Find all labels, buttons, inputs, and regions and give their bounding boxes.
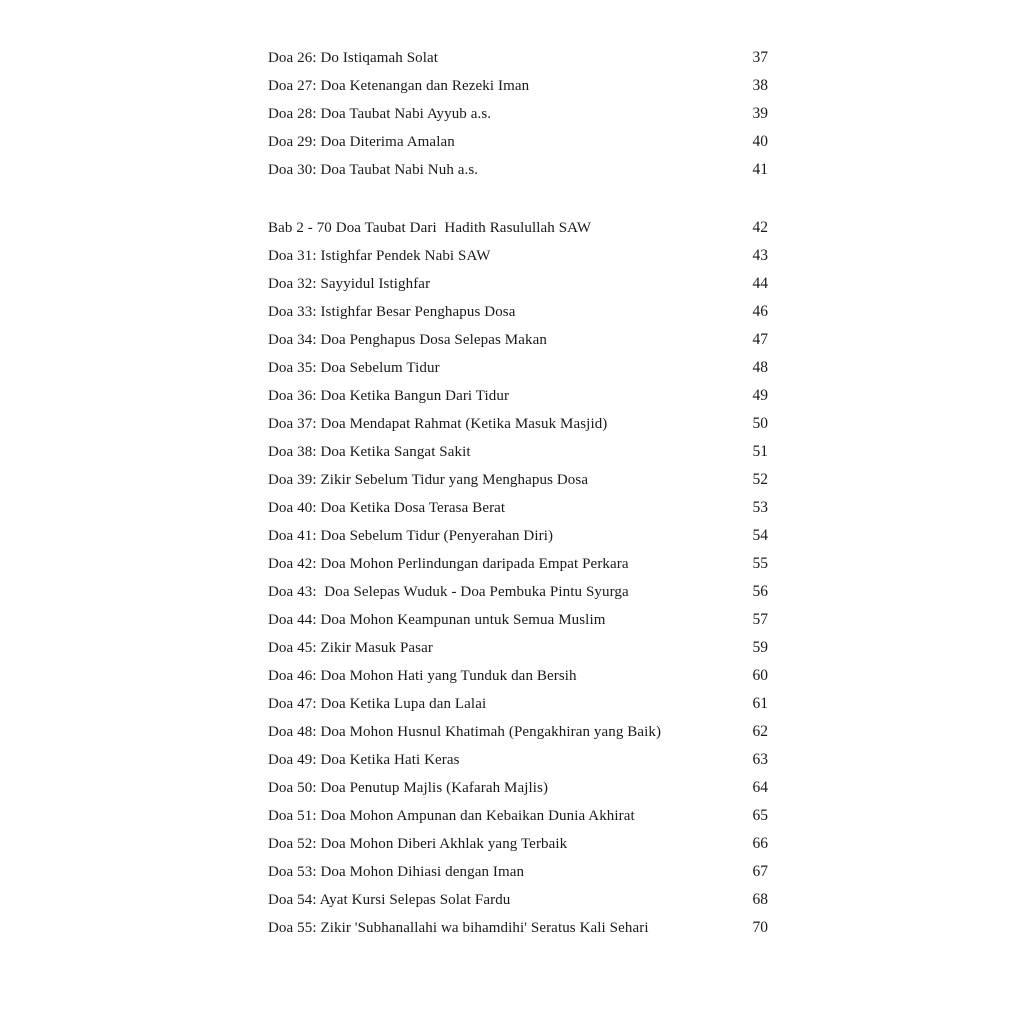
- toc-entry: [268, 522, 768, 550]
- toc-entry-page: 48: [752, 359, 768, 376]
- toc-entry: [268, 44, 768, 72]
- toc-entry-title: Doa 50: Doa Penutup Majlis (Kafarah Majlis): [268, 780, 549, 796]
- toc-entry-page: 62: [752, 723, 768, 740]
- toc-entry-title: Doa 40: Doa Ketika Dosa Terasa Berat: [268, 500, 506, 516]
- toc-entry: [268, 578, 768, 606]
- toc-entry-page: 37: [752, 49, 768, 66]
- toc-entry-title: Doa 34: Doa Penghapus Dosa Selepas Makan: [268, 332, 547, 348]
- toc-entry: [268, 72, 768, 100]
- toc-entry: [268, 662, 768, 690]
- toc-entry-page: 60: [752, 667, 768, 684]
- toc-entry-title: Doa 52: Doa Mohon Diberi Akhlak yang Terbaik: [268, 836, 568, 852]
- toc-entry-page: 38: [752, 77, 768, 94]
- toc-entry: [268, 606, 768, 634]
- toc-entry: [268, 494, 768, 522]
- toc-entry-page: 41: [752, 161, 768, 178]
- toc-entry-title: Doa 32: Sayyidul Istighfar: [268, 276, 431, 292]
- toc-entry-title: Doa 33: Istighfar Besar Penghapus Dosa: [268, 304, 516, 320]
- toc-entry-title: Doa 29: Doa Diterima Amalan: [268, 134, 455, 150]
- toc-entry-title: Doa 55: Zikir 'Subhanallahi wa bihamdihi' Seratus Kali Sehari: [268, 920, 649, 936]
- toc-entry: [268, 128, 768, 156]
- toc-entry-title: Doa 47: Doa Ketika Lupa dan Lalai: [268, 696, 487, 712]
- toc-entry-title: Doa 41: Doa Sebelum Tidur (Penyerahan Diri): [268, 528, 554, 544]
- toc-entry: [268, 410, 768, 438]
- toc-entry-page: 50: [752, 415, 768, 432]
- toc-entry-title: Doa 38: Doa Ketika Sangat Sakit: [268, 444, 471, 460]
- toc-entry: [268, 100, 768, 128]
- toc-entry: [268, 802, 768, 830]
- toc-entry-page: 64: [752, 779, 768, 796]
- toc-entry: [268, 270, 768, 298]
- toc-entry-title: Doa 35: Doa Sebelum Tidur: [268, 360, 440, 376]
- toc-entry: [268, 858, 768, 886]
- toc-entry-page: 51: [752, 443, 768, 460]
- toc-entry-title: Doa 48: Doa Mohon Husnul Khatimah (Pengakhiran yang Baik): [268, 724, 662, 740]
- toc-entry: [268, 886, 768, 914]
- toc-entry-page: 54: [752, 527, 768, 544]
- toc-entry-title: Doa 42: Doa Mohon Perlindungan daripada Empat Perkara: [268, 556, 629, 572]
- toc-entry-page: 66: [752, 835, 768, 852]
- toc-entry-title: Doa 39: Zikir Sebelum Tidur yang Menghapus Dosa: [268, 472, 589, 488]
- toc-entry-title: Doa 36: Doa Ketika Bangun Dari Tidur: [268, 388, 510, 404]
- toc-entry-title: Doa 54: Ayat Kursi Selepas Solat Fardu: [268, 892, 511, 908]
- toc-entry: [268, 242, 768, 270]
- toc-entry-title: Doa 26: Do Istiqamah Solat: [268, 50, 439, 66]
- toc-entry-page: 47: [752, 331, 768, 348]
- toc-entry: [268, 550, 768, 578]
- toc-entry: [268, 914, 768, 942]
- toc-entry-page: 49: [752, 387, 768, 404]
- toc-entry-title: Doa 49: Doa Ketika Hati Keras: [268, 752, 460, 768]
- toc-entry: [268, 382, 768, 410]
- toc-entry-title: Doa 51: Doa Mohon Ampunan dan Kebaikan Dunia Akhirat: [268, 808, 635, 824]
- toc-entry: [268, 438, 768, 466]
- toc-entry-title: Doa 46: Doa Mohon Hati yang Tunduk dan Bersih: [268, 668, 577, 684]
- toc-entry-page: 52: [752, 471, 768, 488]
- toc-entry-title: Doa 37: Doa Mendapat Rahmat (Ketika Masuk Masjid): [268, 416, 608, 432]
- toc-entry-title: Doa 27: Doa Ketenangan dan Rezeki Iman: [268, 78, 530, 94]
- toc-entry-page: 56: [752, 583, 768, 600]
- toc-entry-page: 67: [752, 863, 768, 880]
- toc-entry: [268, 354, 768, 382]
- toc-entry: [268, 326, 768, 354]
- toc-entry-page: 43: [752, 247, 768, 264]
- toc-entry-title: Doa 53: Doa Mohon Dihiasi dengan Iman: [268, 864, 525, 880]
- toc-entry-page: 63: [752, 751, 768, 768]
- table-of-contents: [268, 44, 768, 942]
- toc-entry: [268, 718, 768, 746]
- toc-entry-title: Doa 31: Istighfar Pendek Nabi SAW: [268, 248, 491, 264]
- toc-entry-page: 55: [752, 555, 768, 572]
- toc-entry-page: 39: [752, 105, 768, 122]
- toc-entry-page: 46: [752, 303, 768, 320]
- toc-entry-title: Doa 43: Doa Selepas Wuduk - Doa Pembuka Pintu Syurga: [268, 584, 629, 600]
- toc-entry: [268, 690, 768, 718]
- section-spacer: [268, 184, 768, 214]
- chapter-page: 42: [752, 219, 768, 236]
- toc-entry-page: 53: [752, 499, 768, 516]
- toc-entry: [268, 746, 768, 774]
- toc-entry: [268, 466, 768, 494]
- toc-entry-page: 59: [752, 639, 768, 656]
- toc-entry-title: Doa 28: Doa Taubat Nabi Ayyub a.s.: [268, 106, 492, 122]
- chapter-title: Bab 2 - 70 Doa Taubat Dari Hadith Rasulullah SAW: [268, 220, 592, 236]
- toc-entry-page: 61: [752, 695, 768, 712]
- toc-entry: [268, 830, 768, 858]
- toc-entry-title: Doa 45: Zikir Masuk Pasar: [268, 640, 433, 656]
- toc-entry-title: Doa 44: Doa Mohon Keampunan untuk Semua Muslim: [268, 612, 606, 628]
- toc-entry-page: 57: [752, 611, 768, 628]
- toc-entry-page: 40: [752, 133, 768, 150]
- toc-entry-title: Doa 30: Doa Taubat Nabi Nuh a.s.: [268, 162, 479, 178]
- toc-entry-page: 44: [752, 275, 768, 292]
- toc-chapter-heading: [268, 214, 768, 242]
- toc-entry: [268, 634, 768, 662]
- toc-entry: [268, 298, 768, 326]
- toc-entry: [268, 774, 768, 802]
- toc-entry-page: 68: [752, 891, 768, 908]
- toc-entry: [268, 156, 768, 184]
- toc-entry-page: 65: [752, 807, 768, 824]
- toc-entry-page: 70: [752, 919, 768, 936]
